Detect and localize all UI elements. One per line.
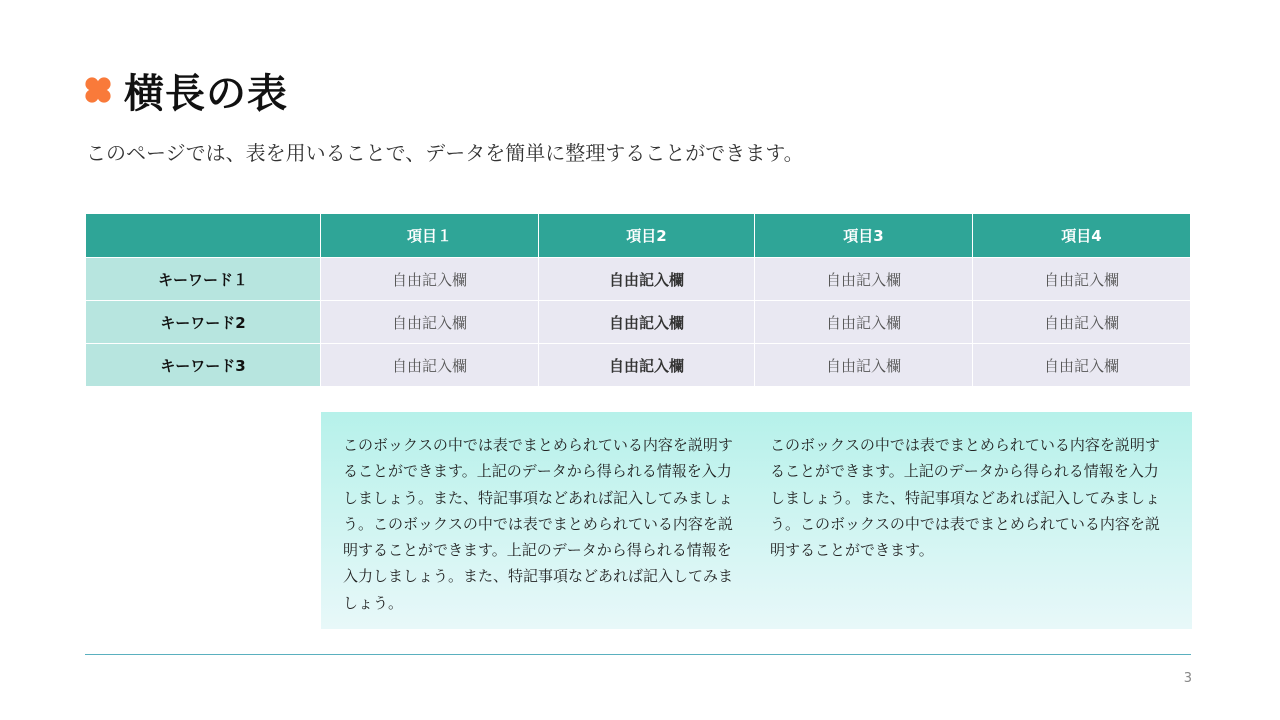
table-row — [86, 258, 1191, 301]
table-cell: 自由記入欄 — [973, 344, 1191, 387]
table-cell: 自由記入欄 — [539, 301, 755, 344]
table-header-row — [86, 214, 1191, 258]
table-cell: 自由記入欄 — [539, 344, 755, 387]
table-row — [86, 301, 1191, 344]
table-cell: 自由記入欄 — [755, 344, 973, 387]
orange-clover-icon — [84, 76, 112, 104]
description-text-left: このボックスの中では表でまとめられている内容を説明することができます。上記のデータから得られる情報を入力しましょう。また、特記事項などあれば記入してみましょう。このボックスの中では表でまとめられている内容を説明することができます。上記のデータから得られる情報を入力しましょう。また、特記事項などあれば記入してみましょう。 — [343, 436, 734, 612]
table-cell: 自由記入欄 — [973, 301, 1191, 344]
footer-divider — [85, 654, 1191, 655]
data-table — [85, 213, 1191, 387]
column-header: 項目2 — [539, 214, 755, 258]
table-cell: 自由記入欄 — [539, 258, 755, 301]
page-title: 横長の表 — [124, 70, 288, 117]
row-header: キーワード3 — [86, 344, 321, 387]
table-cell: 自由記入欄 — [321, 258, 539, 301]
column-header: 項目4 — [973, 214, 1191, 258]
table-cell: 自由記入欄 — [321, 344, 539, 387]
table-row — [86, 344, 1191, 387]
table-cell: 自由記入欄 — [755, 301, 973, 344]
column-header: 項目3 — [755, 214, 973, 258]
row-header: キーワード2 — [86, 301, 321, 344]
page-number: 3 — [1183, 671, 1192, 686]
column-header: 項目１ — [321, 214, 539, 258]
table-cell: 自由記入欄 — [973, 258, 1191, 301]
table-cell: 自由記入欄 — [755, 258, 973, 301]
title-row — [84, 62, 288, 118]
row-header: キーワード１ — [86, 258, 321, 301]
description-text-right: このボックスの中では表でまとめられている内容を説明することができます。上記のデータから得られる情報を入力しましょう。また、特記事項などあれば記入してみましょう。このボックスの中では表でまとめられている内容を説明することができます。 — [770, 436, 1161, 560]
page-subtitle: このページでは、表を用いることで、データを簡単に整理することができます。 — [86, 141, 804, 165]
table-corner-cell — [86, 214, 321, 258]
description-box — [321, 412, 1192, 629]
table-cell: 自由記入欄 — [321, 301, 539, 344]
